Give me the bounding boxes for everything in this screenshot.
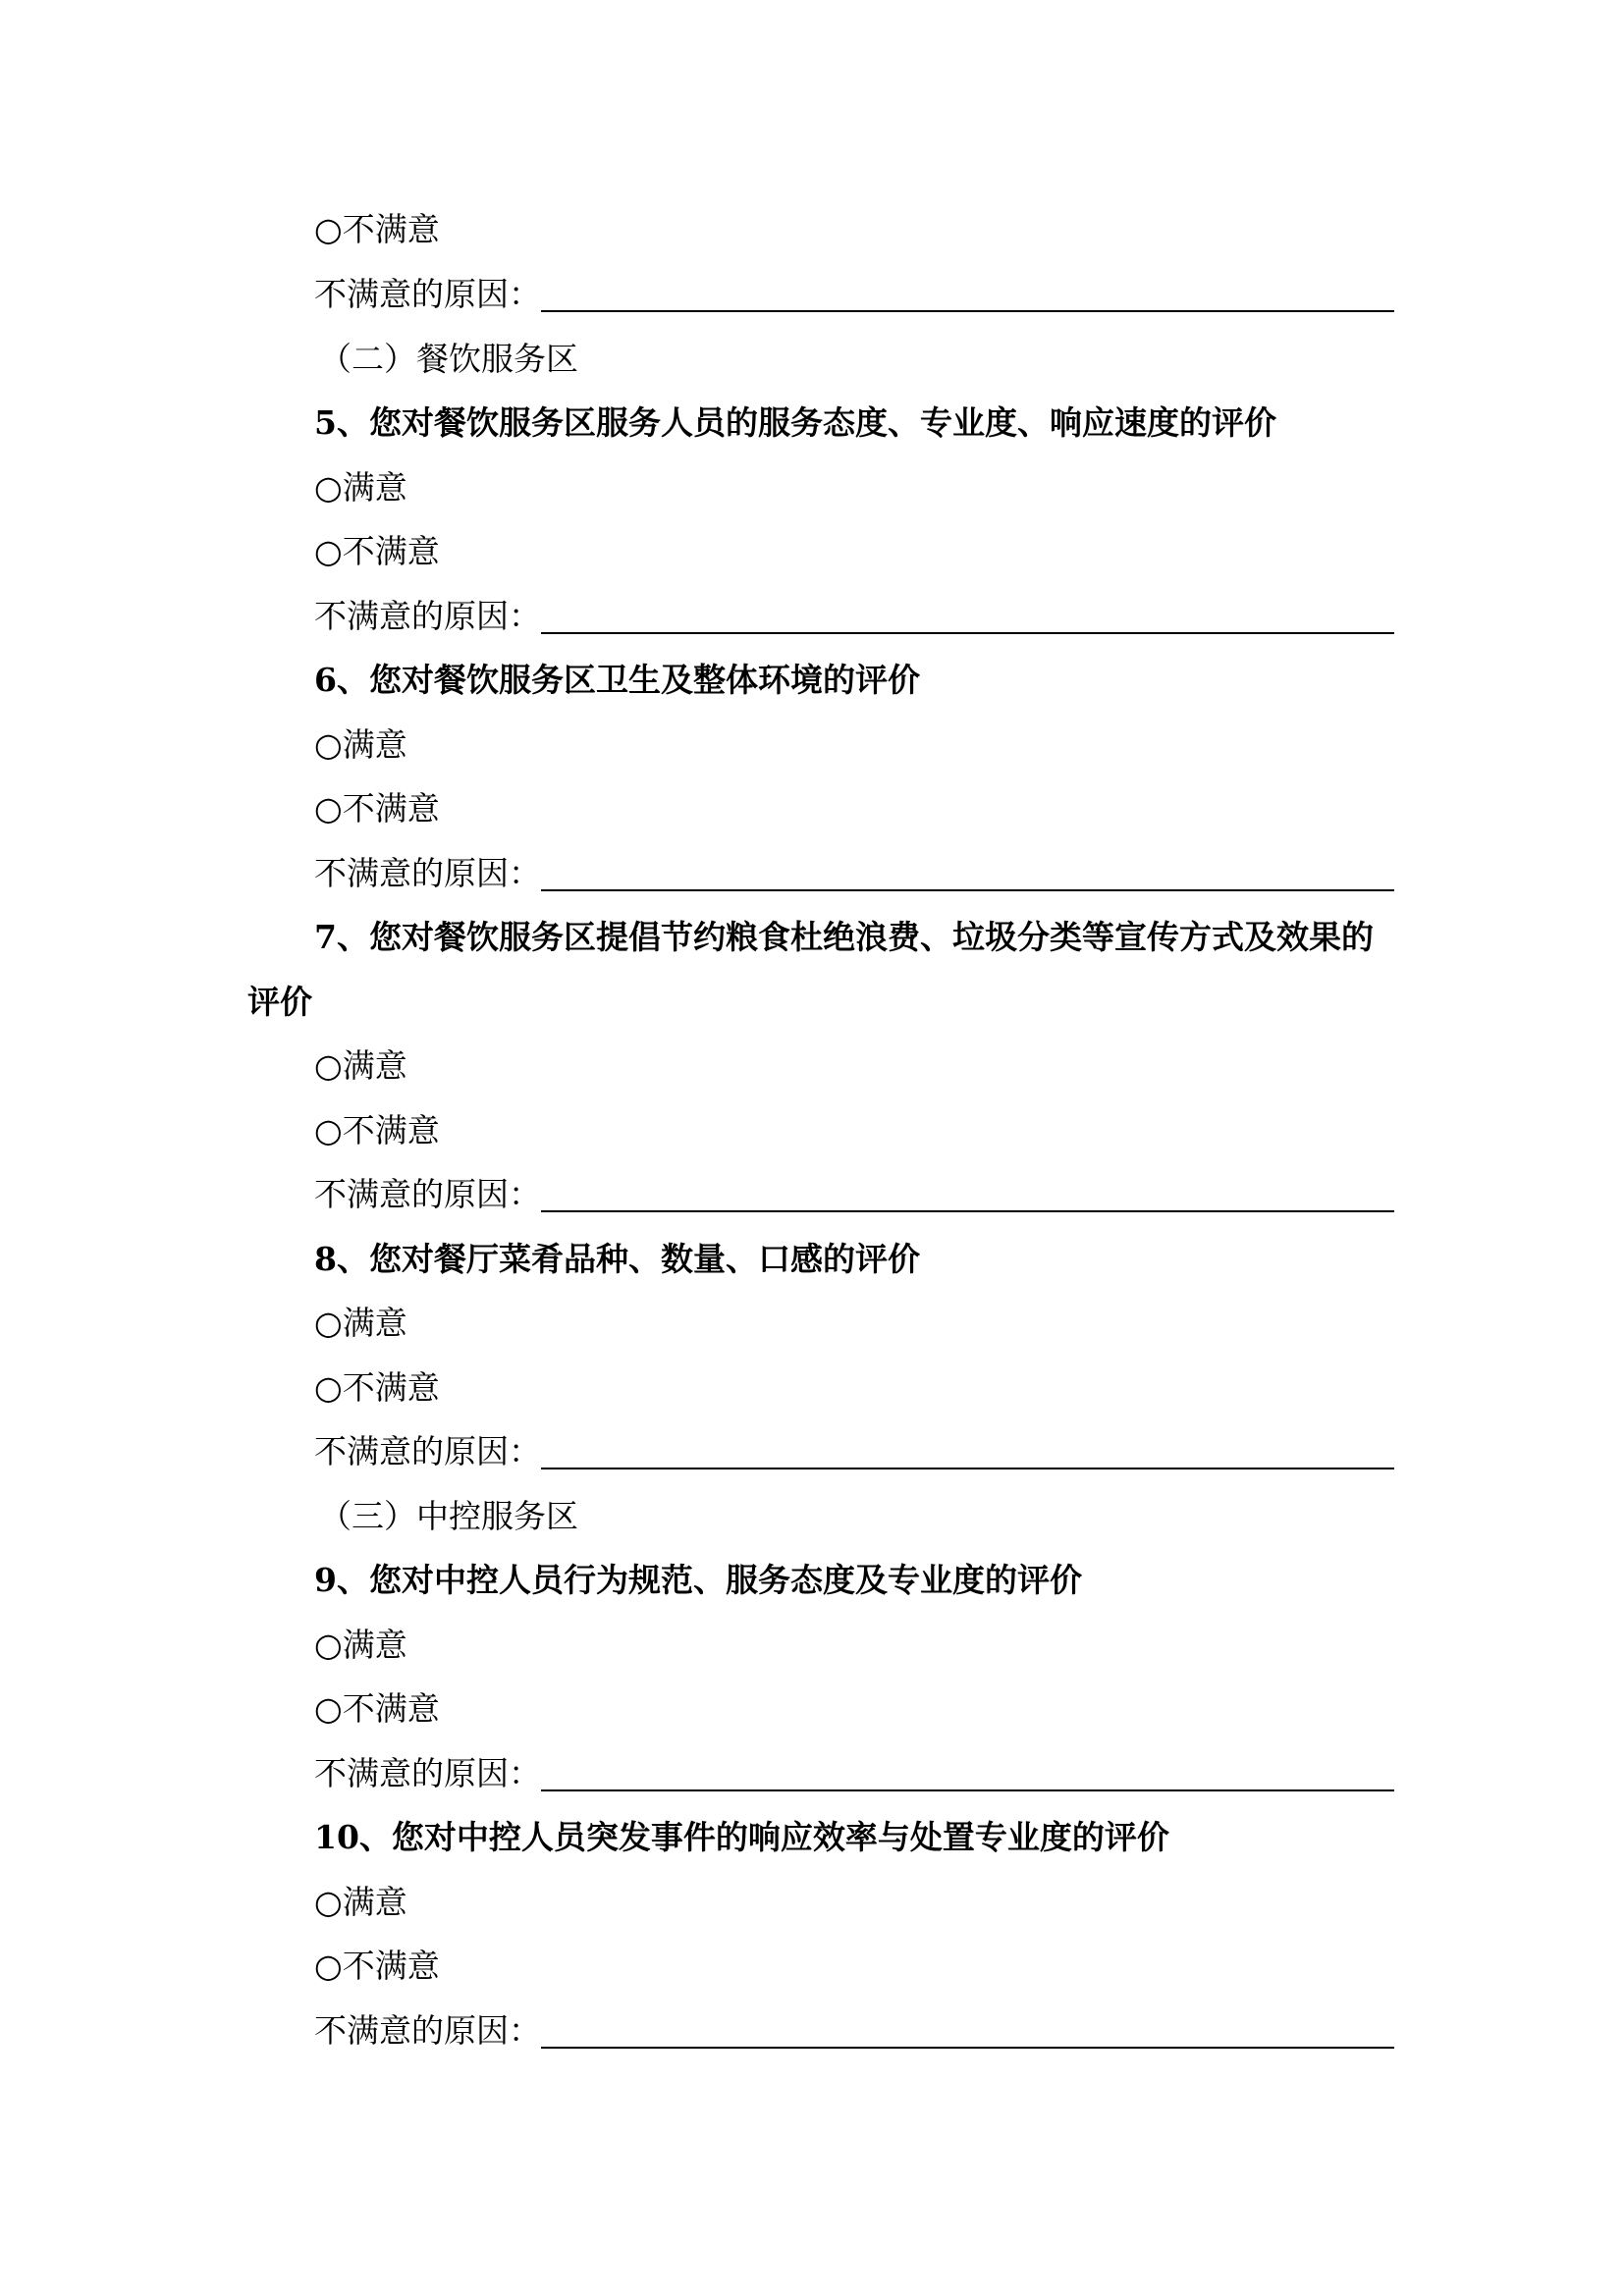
reason-label: 不满意的原因： [314,1754,541,1792]
reason-blank-line[interactable] [541,1210,1394,1212]
reason-blank-line[interactable] [541,1468,1394,1469]
reason-field[interactable] [314,854,1394,893]
reason-label: 不满意的原因： [314,854,541,892]
reason-field[interactable] [314,1432,1394,1471]
reason-field[interactable] [314,2011,1394,2051]
reason-blank-line[interactable] [541,889,1394,891]
reason-label: 不满意的原因： [314,275,541,313]
option-satisfied[interactable]: ○满意 [314,725,407,764]
reason-field[interactable] [314,597,1394,636]
reason-label: 不满意的原因： [314,2011,541,2050]
section-heading: （二）餐饮服务区 [319,340,578,378]
reason-blank-line[interactable] [541,632,1394,634]
option-unsatisfied[interactable]: ○不满意 [314,789,440,828]
reason-field[interactable] [314,1754,1394,1793]
section-heading: （三）中控服务区 [319,1497,578,1535]
reason-field[interactable] [314,1175,1394,1214]
question-10: 10、您对中控人员突发事件的响应效率与处置专业度的评价 [314,1818,1169,1856]
option-satisfied[interactable]: ○满意 [314,1883,407,1921]
reason-blank-line[interactable] [541,1789,1394,1791]
reason-label: 不满意的原因： [314,597,541,635]
option-unsatisfied[interactable]: ○不满意 [314,1111,440,1149]
reason-label: 不满意的原因： [314,1432,541,1470]
reason-blank-line[interactable] [541,310,1394,312]
question-8: 8、您对餐厅菜肴品种、数量、口感的评价 [314,1240,920,1278]
question-7: 7、您对餐饮服务区提倡节约粮食杜绝浪费、垃圾分类等宣传方式及效果的 [314,918,1374,956]
option-satisfied[interactable]: ○满意 [314,468,407,507]
option-unsatisfied[interactable]: ○不满意 [314,1689,440,1728]
question-9: 9、您对中控人员行为规范、服务态度及专业度的评价 [314,1561,1082,1599]
reason-field[interactable] [314,275,1394,314]
option-satisfied[interactable]: ○满意 [314,1046,407,1085]
question-5: 5、您对餐饮服务区服务人员的服务态度、专业度、响应速度的评价 [314,403,1276,442]
reason-label: 不满意的原因： [314,1175,541,1213]
question-7-continuation: 评价 [247,983,312,1021]
option-satisfied[interactable]: ○满意 [314,1626,407,1664]
option-unsatisfied[interactable]: ○不满意 [314,532,440,570]
question-6: 6、您对餐饮服务区卫生及整体环境的评价 [314,661,920,699]
reason-blank-line[interactable] [541,2047,1394,2049]
option-satisfied[interactable]: ○满意 [314,1304,407,1342]
option-unsatisfied[interactable]: ○不满意 [314,1947,440,1985]
option-unsatisfied[interactable]: ○不满意 [314,1368,440,1407]
option-unsatisfied[interactable]: ○不满意 [314,210,440,248]
